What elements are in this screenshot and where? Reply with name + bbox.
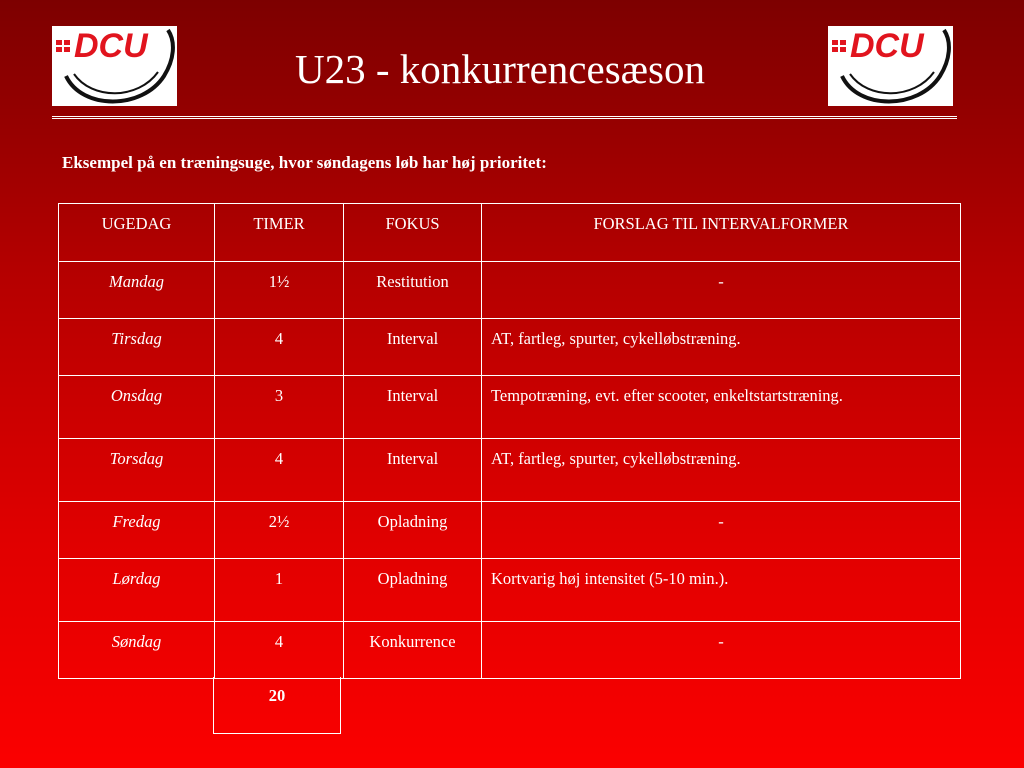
slide-subtitle: Eksempel på en træningsuge, hvor søndagens løb har høj prioritet: (62, 153, 547, 172)
slide-title: U23 - konkurrencesæson (295, 46, 705, 92)
hours-cell: 1 (215, 559, 344, 622)
weekday-cell: Tirsdag (59, 319, 215, 376)
focus-cell: Interval (344, 376, 482, 439)
interval-cell: Kortvarig høj intensitet (5-10 min.). (482, 559, 961, 622)
hours-cell: 1½ (215, 262, 344, 319)
table-row (59, 439, 961, 502)
weekday-cell: Fredag (59, 502, 215, 559)
interval-cell: - (482, 622, 961, 679)
table-row (59, 559, 961, 622)
interval-cell: Tempotræning, evt. efter scooter, enkeltstartstræning. (482, 376, 961, 439)
dcu-logo-text: DCU (850, 27, 924, 65)
weekday-cell: Mandag (59, 262, 215, 319)
interval-cell: - (482, 502, 961, 559)
header-focus: FOKUS (344, 204, 482, 262)
interval-cell: - (482, 262, 961, 319)
focus-cell: Opladning (344, 559, 482, 622)
table-row (59, 622, 961, 679)
total-hours-cell: 20 (213, 677, 341, 734)
dcu-logo-text: DCU (74, 27, 148, 65)
title-divider (52, 116, 957, 119)
focus-cell: Konkurrence (344, 622, 482, 679)
weekday-cell: Lørdag (59, 559, 215, 622)
focus-cell: Opladning (344, 502, 482, 559)
header-hours: TIMER (215, 204, 344, 262)
focus-cell: Interval (344, 319, 482, 376)
table-header-row (59, 204, 961, 262)
training-week-table (58, 203, 961, 679)
header-weekday: UGEDAG (59, 204, 215, 262)
table-row (59, 319, 961, 376)
hours-cell: 4 (215, 319, 344, 376)
focus-cell: Interval (344, 439, 482, 502)
hours-cell: 4 (215, 622, 344, 679)
header-interval-suggestions: FORSLAG TIL INTERVALFORMER (482, 204, 961, 262)
interval-cell: AT, fartleg, spurter, cykelløbstræning. (482, 319, 961, 376)
table-row (59, 376, 961, 439)
focus-cell: Restitution (344, 262, 482, 319)
interval-cell: AT, fartleg, spurter, cykelløbstræning. (482, 439, 961, 502)
table-row (59, 262, 961, 319)
hours-cell: 4 (215, 439, 344, 502)
hours-cell: 2½ (215, 502, 344, 559)
dcu-logo-right (828, 26, 953, 106)
dcu-logo-left (52, 26, 177, 106)
table-row (59, 502, 961, 559)
weekday-cell: Onsdag (59, 376, 215, 439)
hours-cell: 3 (215, 376, 344, 439)
weekday-cell: Torsdag (59, 439, 215, 502)
weekday-cell: Søndag (59, 622, 215, 679)
